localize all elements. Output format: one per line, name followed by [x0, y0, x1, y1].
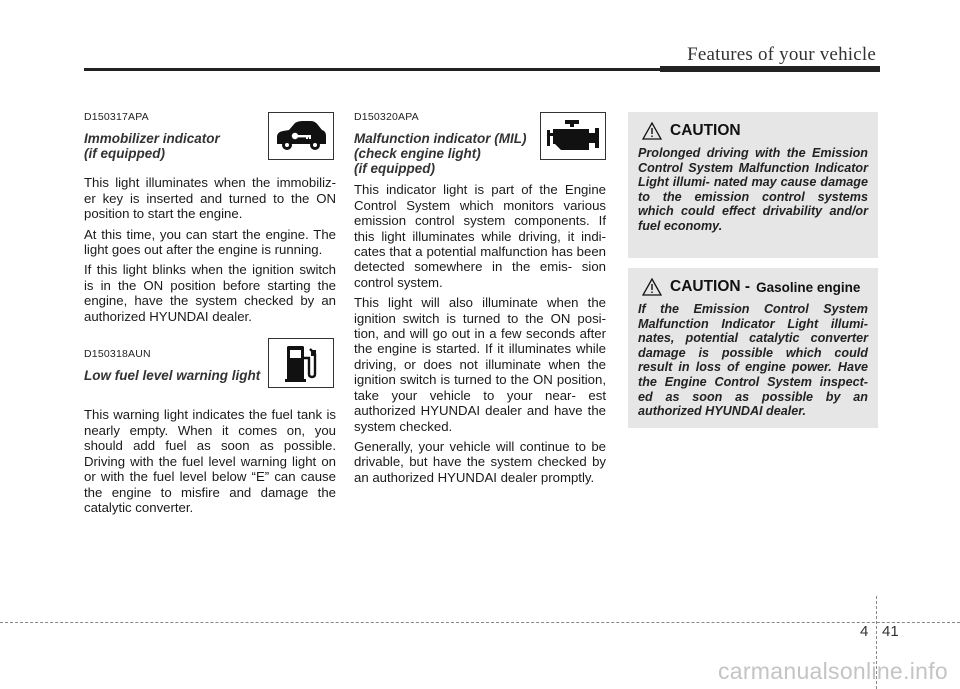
title-line: (if equipped)	[84, 146, 165, 162]
paragraph: This indicator light is part of the Engine Control System which monitors various emission control system components. If this light illuminates while driving, it indi- cates that a potential malfunction has been detected somewhere in the emis- sion control system.	[354, 182, 606, 290]
watermark: carmanualsonline.info	[717, 658, 948, 684]
immobilizer-indicator-box	[268, 112, 334, 160]
caution-title	[642, 122, 868, 140]
caution-box-emission	[628, 112, 878, 258]
title-line: (check engine light)	[354, 146, 481, 162]
caution-body: If the Emission Control System Malfunction Indicator Light illumi- nates, potential catalytic converter damage is possible which could result in loss of engine power. Have the Engine Control System inspect- ed as soon as possible by an authorized HYUNDAI dealer.	[638, 302, 868, 419]
paragraph: This warning light indicates the fuel tank is nearly empty. When it comes on, you should add fuel as soon as possible. Driving with the fuel level warning light on or with the fuel level below “E” can cause the engine to misfire and damage the catalytic converter.	[84, 407, 336, 515]
paragraph: At this time, you can start the engine. The light goes out after the engine is running.	[84, 226, 336, 258]
chapter-number: 4	[860, 623, 869, 640]
paragraph: Generally, your vehicle will continue to be drivable, but have the system checked by an authorized HYUNDAI dealer promptly.	[354, 438, 606, 485]
section-code: D150318AUN	[84, 348, 151, 361]
section-title: Low fuel level warning light	[84, 368, 261, 384]
caution-title-text: CAUTION	[670, 122, 741, 139]
car-key-icon	[273, 120, 329, 152]
warning-triangle-icon	[642, 278, 662, 296]
paragraph: This light will also illuminate when the ignition switch is turned to the ON posi- tion, and will go out in a few seconds after the engine is started. If it illuminates while driving, or does not illuminate when the ignition switch is turned to the ON position, take your vehicle to your near- est authorized HYUNDAI dealer and have the system checked.	[354, 295, 606, 434]
caution-title-text: CAUTION -	[670, 278, 751, 295]
header-rule-accent	[660, 66, 880, 72]
section-code: D150317APA	[84, 111, 149, 123]
paragraph: This light illuminates when the immobiliz- er key is inserted and turned to the ON position to start the engine.	[84, 175, 336, 222]
mil-indicator-box	[540, 112, 606, 160]
caution-body: Prolonged driving with the Emission Control System Malfunction Indicator Light illumi- nated may cause damage to the emission control systems which could effect drivability and/or fuel economy.	[638, 146, 868, 233]
title-line: Immobilizer indicator	[84, 131, 220, 147]
caution-subtitle: Gasoline engine	[756, 279, 861, 295]
caution-box-gasoline	[628, 268, 878, 428]
header-title: Features of your vehicle	[687, 44, 876, 65]
section-code: D150320APA	[354, 111, 419, 123]
middle-column	[354, 110, 606, 490]
caution-title	[642, 278, 868, 296]
low-fuel-indicator-box	[268, 338, 334, 388]
title-line: Malfunction indicator (MIL)	[354, 131, 527, 147]
warning-triangle-icon	[642, 122, 662, 140]
footer-dashed-rule	[0, 622, 960, 623]
left-column	[84, 110, 336, 520]
page-number: 41	[882, 623, 899, 640]
paragraph: If this light blinks when the ignition switch is in the ON position before starting the engine, have the system checked by an authorized HYUNDAI dealer.	[84, 262, 336, 324]
title-line: (if equipped)	[354, 161, 435, 177]
fuel-pump-icon	[283, 342, 319, 384]
check-engine-icon	[545, 118, 601, 154]
